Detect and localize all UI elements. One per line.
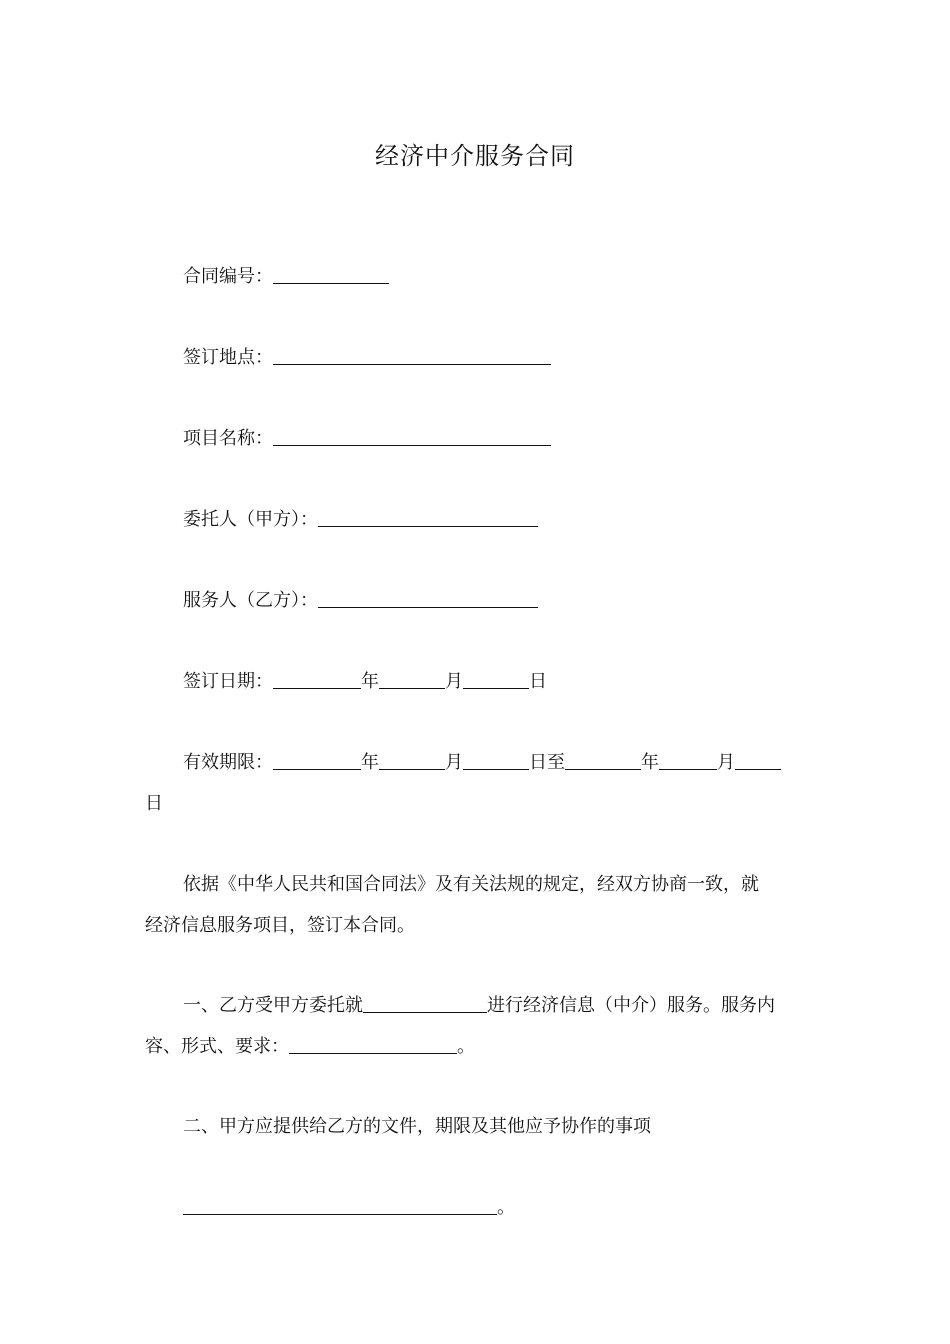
start-month-blank[interactable] — [379, 751, 445, 770]
valid-period-continuation — [145, 791, 163, 817]
end-month-blank[interactable] — [659, 751, 717, 770]
clause-1-text-a: 一、乙方受甲方委托就 — [183, 995, 363, 1016]
year-unit: 年 — [361, 752, 379, 773]
month-unit: 月 — [445, 752, 463, 773]
signing-place-label: 签订地点： — [183, 347, 273, 368]
project-name-blank[interactable] — [273, 427, 551, 446]
clause-1-line-2 — [145, 1034, 475, 1060]
signing-day-blank[interactable] — [463, 670, 529, 689]
party-a-label: 委托人（甲方）： — [183, 509, 318, 530]
contract-number-label: 合同编号： — [183, 266, 273, 287]
basis-paragraph-line-1: 依据《中华人民共和国合同法》及有关法规的规定，经双方协商一致，就 — [183, 874, 759, 895]
document-title: 经济中介服务合同 — [375, 142, 575, 170]
month-unit: 月 — [717, 752, 735, 773]
signing-place-line — [183, 345, 551, 371]
day-to-unit: 日至 — [529, 752, 565, 773]
month-unit: 月 — [445, 671, 463, 692]
year-unit: 年 — [361, 671, 379, 692]
start-day-blank[interactable] — [463, 751, 529, 770]
signing-date-label: 签订日期： — [183, 671, 273, 692]
contract-number-blank[interactable] — [273, 265, 389, 284]
period-mark: 。 — [457, 1036, 475, 1057]
party-a-blank[interactable] — [318, 508, 538, 527]
party-b-label: 服务人（乙方）： — [183, 590, 318, 611]
signing-year-blank[interactable] — [273, 670, 361, 689]
clause-1-requirements-blank[interactable] — [289, 1035, 457, 1054]
party-a-line — [183, 507, 538, 533]
clause-2-line-1: 二、甲方应提供给乙方的文件，期限及其他应予协作的事项 — [183, 1116, 651, 1137]
clause-1-subject-blank[interactable] — [363, 994, 487, 1013]
signing-place-blank[interactable] — [273, 346, 551, 365]
clause-1-text-c: 容、形式、要求： — [145, 1036, 289, 1057]
end-year-blank[interactable] — [565, 751, 641, 770]
start-year-blank[interactable] — [273, 751, 361, 770]
signing-month-blank[interactable] — [379, 670, 445, 689]
valid-period-line — [183, 750, 781, 776]
end-day-blank[interactable] — [735, 751, 781, 770]
project-name-line — [183, 426, 551, 452]
basis-paragraph-line-2: 经济信息服务项目，签订本合同。 — [145, 915, 415, 936]
signing-date-line — [183, 669, 547, 695]
contract-number-line — [183, 264, 389, 290]
day-unit: 日 — [145, 793, 163, 814]
clause-1-text-b: 进行经济信息（中介）服务。服务内 — [487, 995, 775, 1016]
clause-1-line-1 — [183, 993, 775, 1019]
party-b-blank[interactable] — [318, 589, 538, 608]
valid-period-label: 有效期限： — [183, 752, 273, 773]
clause-2-items-blank[interactable] — [183, 1196, 497, 1215]
clause-2-line-2 — [183, 1195, 515, 1221]
project-name-label: 项目名称： — [183, 428, 273, 449]
day-unit: 日 — [529, 671, 547, 692]
period-mark: 。 — [497, 1197, 515, 1218]
year-unit: 年 — [641, 752, 659, 773]
party-b-line — [183, 588, 538, 614]
